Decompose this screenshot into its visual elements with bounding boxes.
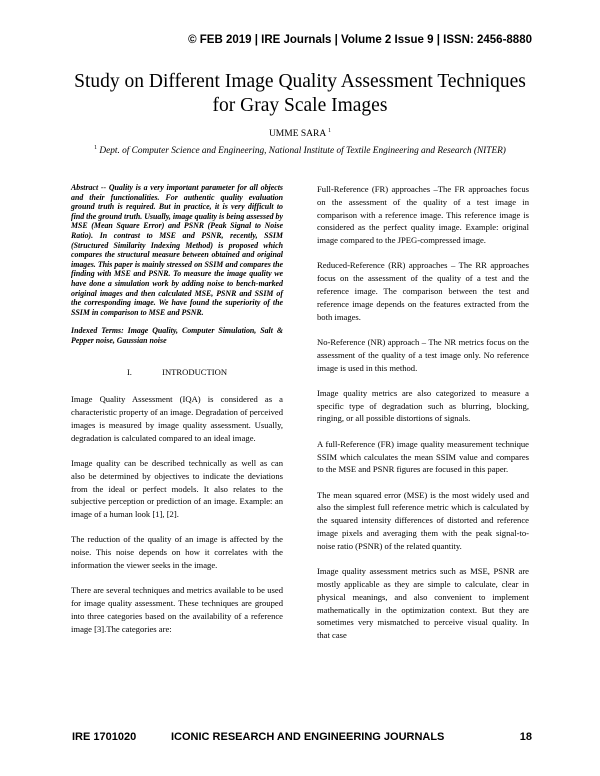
author-superscript: 1 <box>328 128 332 134</box>
abstract: Abstract -- Quality is a very important parameter for all objects and their functionalities. For authentic quality evaluation ground truth is required. But in practice, it is very difficult to find the ground truth. Usually, image quality is being assessed by MSE (Mean Square Error) and PSNR (Peak Signal to Noise Ratio). In contrast to MSE and PSNR, recently, SSIM (Structured Similarity Indexing Method) is proposed which compares the structural measure between obtained and original images. This paper is mainly stressed on SSIM and compares the finding with MSE and PSNR. To measure the image quality we have done a simulation work by adding noise to bench-marked original images and then calculated MSE, PSNR and SSIM of the corresponding image. We have found the superiority of the SSIM in comparison to MSE and PSNR. <box>71 183 283 317</box>
footer-paper-id: IRE 1701020 <box>72 731 137 743</box>
journal-header: © FEB 2019 | IRE Journals | Volume 2 Issue 9 | ISSN: 2456-8880 <box>188 34 532 46</box>
body-paragraph: The mean squared error (MSE) is the most widely used and also the simplest full reference metric which is calculated by the squared intensity differences of distorted and reference image pixels and averaging them with the peak signal-to-noise ratio (PSNR) of the related quantity. <box>317 489 529 551</box>
section-title: INTRODUCTION <box>162 366 228 377</box>
body-paragraph: Image quality assessment metrics such as MSE, PSNR are mostly applicable as they are simple to calculate, clear in physical meanings, and also convenient to implement mathematically in the optimization context. But they are sometimes very mismatched to perceive visual quality. In that case <box>317 566 529 641</box>
left-column <box>71 183 283 648</box>
intro-paragraph: The reduction of the quality of an image is affected by the noise. This noise depends on how it correlates with the information the viewer seeks in the image. <box>71 534 283 571</box>
author-name: UMME SARA <box>268 129 326 140</box>
right-column <box>317 183 529 654</box>
affiliation <box>60 141 540 158</box>
index-terms: Indexed Terms: Image Quality, Computer Simulation, Salt & Pepper noise, Gaussian noise <box>71 326 283 345</box>
section-heading <box>71 366 283 379</box>
intro-paragraph: Image Quality Assessment (IQA) is considered as a characteristic property of an image. Degradation of perceived images is measured by image quality assessment. Usually, degradation is calculated compared to an ideal image. <box>71 394 283 443</box>
title-line-2: for Gray Scale Images <box>212 95 388 116</box>
author <box>0 128 600 139</box>
title-line-1: Study on Different Image Quality Assessment Techniques <box>74 71 526 92</box>
affiliation-text: Dept. of Computer Science and Engineering, National Institute of Textile Engineering and Research (NITER) <box>99 146 506 157</box>
body-paragraph: Full-Reference (FR) approaches –The FR approaches focus on the assessment of the quality of a test image in comparison with a reference image. This reference image is considered as the perfect quality image. Example: original image compared to the JPEG-compressed image. <box>317 184 529 246</box>
paper-title <box>40 70 560 118</box>
body-paragraph: A full-Reference (FR) image quality measurement technique SSIM which calculates the mean SSIM value and compares to the MSE and PSNR figures are focused in this paper. <box>317 438 529 475</box>
body-paragraph: Reduced-Reference (RR) approaches – The RR approaches focus on the assessment of the quality of a test and the reference image. The comparison between the test and reference image depends on the features extracted from the both images. <box>317 260 529 322</box>
body-paragraph: No-Reference (NR) approach – The NR metrics focus on the assessment of the quality of a test image only. No reference image is used in this method. <box>317 336 529 373</box>
footer-page-number: 18 <box>519 731 532 743</box>
footer-journal-name: ICONIC RESEARCH AND ENGINEERING JOURNALS <box>171 731 445 743</box>
section-number: I. <box>126 366 132 377</box>
affiliation-superscript: 1 <box>94 145 98 151</box>
body-paragraph: Image quality metrics are also categorized to measure a specific type of degradation such as blurring, blocking, ringing, or all possible distortions of signals. <box>317 387 529 424</box>
intro-paragraph: There are several techniques and metrics available to be used for image quality assessment. These techniques are grouped into three categories based on the availability of a reference image [3].The categories are: <box>71 585 283 634</box>
intro-paragraph: Image quality can be described technically as well as can also be determined by objectives to indicate the deviations from the ideal or perfect models. It also relates to the subjective perception or prediction of an image. Example: an image of a human look [1], [2]. <box>71 457 283 520</box>
